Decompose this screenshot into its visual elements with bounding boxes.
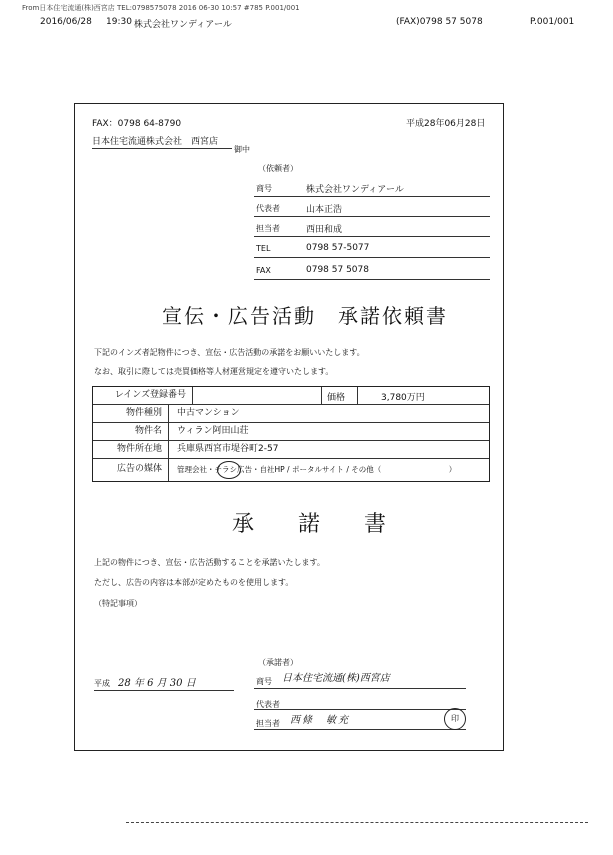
reins-number-label: レインズ登録番号 [93,387,193,404]
fax-transmission-line: From日本住宅流通(株)西宮店 TEL:0798575078 2016 06-30 10:57 #785 P.001/001 [22,4,300,12]
price-label: 価格 [327,393,346,403]
signature-date-label: 平成 [94,679,110,688]
document-date: 平成28年06月28日 [406,119,486,129]
table-divider [321,387,322,404]
property-type-value: 中古マンション [177,408,240,418]
ad-media-value: 管理会社・チラシ広告・自社HP / ポータルサイト / その他（ ） [177,465,457,474]
price-value: 3,780万円 [381,393,425,403]
ad-media-label: 広告の媒体 [93,459,169,481]
sender-row-line [254,216,490,217]
sender-label: （依頼者） [258,164,298,173]
sender-row-line [254,196,490,197]
approver-company-value: 日本住宅流通(株)西宮店 [282,673,390,684]
approver-company-line [254,688,466,689]
property-name-label: 物件名 [93,423,169,440]
sender-manager-value: 西田和成 [306,225,343,235]
sender-company-label: 商号 [256,184,272,193]
sender-tel-value: 0798 57-5077 [306,243,370,253]
sender-row-line [254,236,490,237]
signature-date-value: 28 年 6 月 30 日 [118,678,196,689]
intro-line-1: 下記のインズ者記物件につき、宣伝・広告活動の承諾をお願いいたします。 [94,348,365,357]
sender-fax-label: FAX [256,266,271,275]
main-title: 宣伝・広告活動 承諾依頼書 [162,304,448,328]
fax-page: P.001/001 [530,17,575,27]
fax-time: 19:30 [106,17,132,27]
table-row [93,459,489,481]
fax-number: (FAX)0798 57 5078 [396,17,483,27]
approver-manager-label: 担当者 [256,719,280,728]
property-address-label: 物件所在地 [93,441,169,458]
recipient-name: 日本住宅流通株式会社 西宮店 [92,137,219,147]
sender-tel-label: TEL [256,244,271,253]
sender-fax-value: 0798 57 5078 [306,265,369,275]
sender-row-line [254,257,490,258]
consent-line-2: ただし、広告の内容は本部が定めたものを使用します。 [94,578,294,587]
table-row [93,387,489,405]
table-row [93,423,489,441]
recipient-suffix: 御中 [234,145,250,154]
seal-stamp-icon: 印 [444,708,466,730]
selected-media-circle [217,461,241,479]
approver-rep-label: 代表者 [256,700,280,709]
intro-line-2: なお、取引に際しては売買価格等人材運営規定を遵守いたします。 [94,367,334,376]
sender-rep-label: 代表者 [256,204,280,213]
bottom-dotted-line [126,822,588,823]
recipient-fax: FAX：0798 64-8790 [92,119,182,129]
property-name-value: ウィラン阿田山荘 [177,426,249,436]
special-terms-label: （特記事項） [94,599,142,608]
sender-rep-value: 山本正浩 [306,205,343,215]
consent-title: 承 諾 書 [232,512,387,537]
sender-row-line [254,279,490,280]
approver-manager-line [254,729,466,730]
approver-manager-value: 西條 敏充 [290,715,350,726]
table-row [93,405,489,423]
fax-date: 2016/06/28 [40,17,92,27]
approver-label: （承諾者） [258,658,298,667]
sender-company-value: 株式会社ワンディアール [306,185,404,195]
table-row [93,441,489,459]
property-table [92,386,490,482]
date-underline [94,690,234,691]
approver-company-label: 商号 [256,677,272,686]
sender-manager-label: 担当者 [256,224,280,233]
recipient-underline [92,148,232,149]
consent-line-1: 上記の物件につき、宣伝・広告活動することを承諾いたします。 [94,558,325,567]
approver-rep-line [254,709,466,710]
property-type-label: 物件種別 [93,405,169,422]
table-divider [357,387,358,404]
property-address-value: 兵庫県西宮市堤谷町2-57 [177,444,279,454]
fax-company: 株式会社ワンディアール [134,20,232,30]
